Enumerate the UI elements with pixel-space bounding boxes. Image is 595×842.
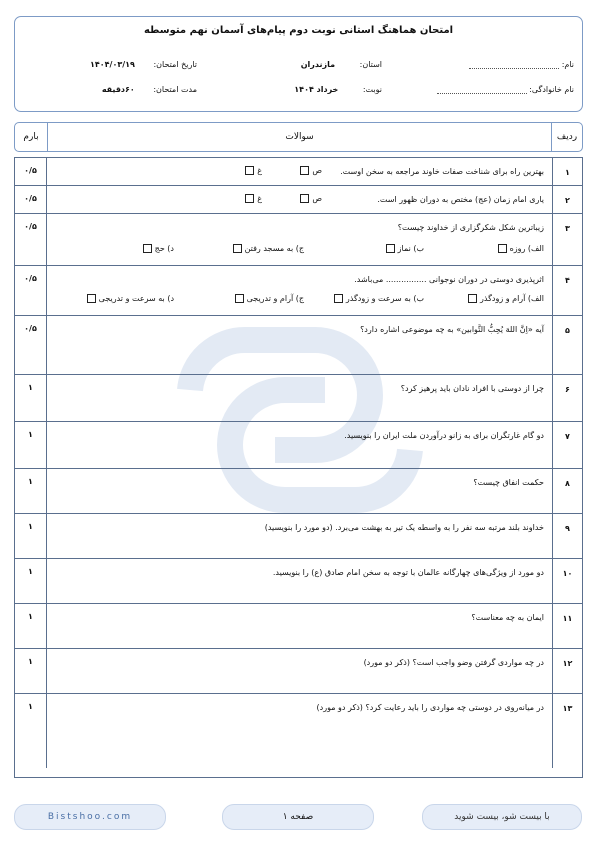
- footer-site: Bistshoo.com: [14, 804, 166, 830]
- checkbox-icon[interactable]: [245, 194, 254, 203]
- name-label: نام:: [561, 60, 574, 69]
- questions-column-header: سوالات: [285, 132, 314, 142]
- question-text: چرا از دوستی با افراد نادان باید پرهیز کرد؟: [400, 384, 544, 393]
- answer-option-label: الف) روزه: [509, 244, 544, 253]
- questions-table: [14, 157, 583, 778]
- question-row: [15, 559, 582, 604]
- question-score: ۱: [15, 514, 47, 558]
- answer-option[interactable]: [331, 294, 424, 303]
- answer-option[interactable]: [383, 244, 424, 253]
- header-row-1: [15, 60, 582, 74]
- question-score: ۱: [15, 604, 47, 648]
- exam-title: امتحان هماهنگ استانی نوبت دوم پیام‌های آسمان نهم متوسطه: [143, 25, 454, 36]
- question-number: ۴: [552, 266, 582, 315]
- question-number: ۱۳: [552, 694, 582, 768]
- question-text: ایمان به چه معناست؟: [471, 613, 544, 622]
- question-score: ۱: [15, 469, 47, 513]
- checkbox-icon[interactable]: [235, 294, 244, 303]
- question-score: ۱: [15, 559, 47, 603]
- answer-option[interactable]: [242, 166, 262, 175]
- question-text: دو مورد از ویژگی‌های چهارگانه عالمان با توجه به سخن امام صادق (ع) را بنویسید.: [272, 568, 544, 577]
- question-score: ۱: [15, 422, 47, 468]
- question-row: [15, 694, 582, 768]
- term-label: نوبت:: [362, 85, 382, 94]
- question-text: زیباترین شکل شکرگزاری از خداوند چیست؟: [397, 223, 544, 232]
- question-score: ۱: [15, 649, 47, 693]
- question-row: [15, 316, 582, 375]
- row-column-header: ردیف: [551, 123, 582, 151]
- answer-option-label: ب) نماز: [397, 244, 424, 253]
- answer-option-label: ب) به سرعت و زودگذر: [345, 294, 424, 303]
- question-row: [15, 649, 582, 694]
- question-text: بهترین راه برای شناخت صفات خاوند مراجعه به سخن اوست.: [340, 167, 544, 176]
- question-score: ۰/۵: [15, 158, 47, 185]
- family-field[interactable]: [437, 85, 527, 94]
- answer-option-label: ج) به مسجد رفتن: [244, 244, 304, 253]
- question-number: ۱۲: [552, 649, 582, 693]
- question-text: در چه مواردی گرفتن وضو واجب است؟ (ذکر دو مورد): [363, 658, 544, 667]
- question-number: ۱۰: [552, 559, 582, 603]
- exam-header: [14, 16, 583, 112]
- name-field[interactable]: [469, 60, 559, 69]
- question-row: [15, 604, 582, 649]
- answer-option[interactable]: [242, 194, 262, 203]
- term-value: خرداد ۱۴۰۴: [294, 85, 339, 94]
- question-row: [15, 266, 582, 316]
- answer-option[interactable]: [232, 294, 304, 303]
- answer-option[interactable]: [495, 244, 544, 253]
- answer-option-label: غ: [257, 166, 262, 175]
- question-number: ۳: [552, 214, 582, 265]
- answer-option[interactable]: [84, 294, 174, 303]
- question-score: ۱: [15, 694, 47, 768]
- question-row: [15, 186, 582, 214]
- answer-option-label: د) به سرعت و تدریجی: [98, 294, 174, 303]
- question-row: [15, 469, 582, 514]
- checkbox-icon[interactable]: [143, 244, 152, 253]
- answer-option-label: الف) آرام و زودگذر: [480, 294, 544, 303]
- question-text: یاری امام زمان (عج) مختص به دوران ظهور است.: [377, 195, 544, 204]
- question-number: ۱: [552, 158, 582, 185]
- province-label: استان:: [359, 60, 382, 69]
- duration-value: ۶۰دقیقه: [101, 85, 135, 94]
- table-header: [14, 122, 583, 152]
- answer-option[interactable]: [230, 244, 304, 253]
- question-number: ۹: [552, 514, 582, 558]
- date-label: تاریخ امتحان:: [153, 60, 197, 69]
- question-number: ۶: [552, 375, 582, 421]
- answer-option[interactable]: [297, 166, 322, 175]
- duration-label: مدت امتحان:: [153, 85, 197, 94]
- footer-page-number: صفحه ۱: [222, 804, 374, 830]
- question-score: ۰/۵: [15, 266, 47, 315]
- province-value: مازندران: [300, 60, 336, 69]
- question-row: [15, 214, 582, 266]
- question-text: اثرپذیری دوستی در دوران نوجوانی ................ می‌باشد.: [354, 275, 544, 284]
- answer-option-label: غ: [257, 194, 262, 203]
- checkbox-icon[interactable]: [498, 244, 507, 253]
- checkbox-icon[interactable]: [245, 166, 254, 175]
- question-text: حکمت انفاق چیست؟: [473, 478, 544, 487]
- answer-option-label: ص: [312, 194, 322, 203]
- answer-option-label: د) حج: [154, 244, 174, 253]
- question-text: در میانه‌روی در دوستی چه مواردی را باید رعایت کرد؟ (ذکر دو مورد): [316, 703, 544, 712]
- question-number: ۸: [552, 469, 582, 513]
- question-text: آیه «اِنَّ اللهَ یُحِبُّ التَّوابین» به چه موضوعی اشاره دارد؟: [360, 325, 544, 334]
- footer-slogan: با بیست شو، بیست شوید: [422, 804, 582, 830]
- checkbox-icon[interactable]: [300, 194, 309, 203]
- question-number: ۲: [552, 186, 582, 213]
- checkbox-icon[interactable]: [334, 294, 343, 303]
- checkbox-icon[interactable]: [468, 294, 477, 303]
- question-text: خداوند بلند مرتبه سه نفر را به واسطه یک تیر به بهشت می‌برد. (دو مورد را بنویسید): [264, 523, 544, 532]
- question-score: ۰/۵: [15, 316, 47, 374]
- checkbox-icon[interactable]: [87, 294, 96, 303]
- checkbox-icon[interactable]: [386, 244, 395, 253]
- question-text: دو گام غارتگران برای به زانو درآوردن ملت ایران را بنویسید.: [344, 431, 544, 440]
- checkbox-icon[interactable]: [233, 244, 242, 253]
- answer-option-label: ص: [312, 166, 322, 175]
- question-number: ۵: [552, 316, 582, 374]
- question-score: ۰/۵: [15, 214, 47, 265]
- answer-option[interactable]: [140, 244, 174, 253]
- question-row: [15, 158, 582, 186]
- question-number: ۷: [552, 422, 582, 468]
- family-label: نام خانوادگی:: [529, 85, 574, 94]
- question-score: ۱: [15, 375, 47, 421]
- question-row: [15, 422, 582, 469]
- date-value: ۱۴۰۴/۰۳/۱۹: [89, 60, 135, 69]
- question-row: [15, 514, 582, 559]
- answer-option[interactable]: [297, 194, 322, 203]
- score-column-header: بارم: [15, 123, 48, 151]
- checkbox-icon[interactable]: [300, 166, 309, 175]
- question-row: [15, 375, 582, 422]
- answer-option[interactable]: [465, 294, 544, 303]
- question-number: ۱۱: [552, 604, 582, 648]
- question-score: ۰/۵: [15, 186, 47, 213]
- header-row-2: [15, 85, 582, 99]
- answer-option-label: ج) آرام و تدریجی: [246, 294, 304, 303]
